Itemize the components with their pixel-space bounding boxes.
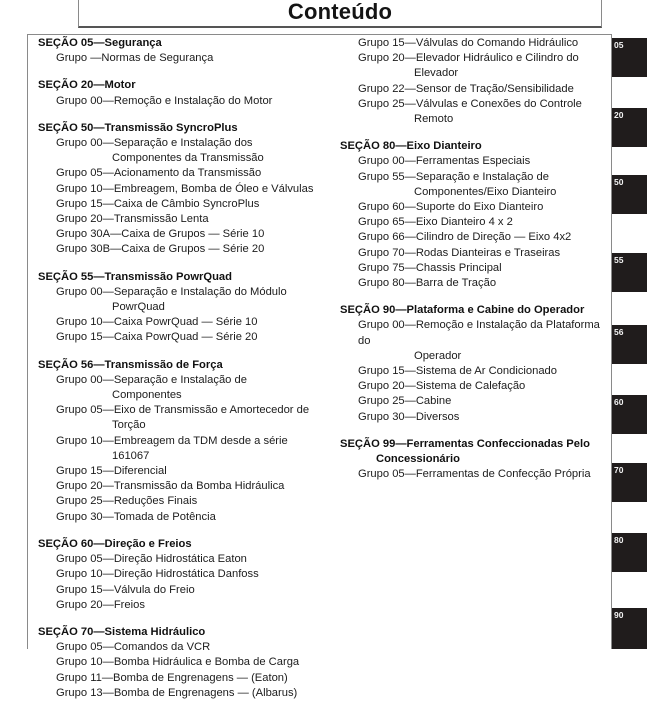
toc-continued-group-block (340, 36, 612, 127)
toc-section-heading[interactable] (38, 36, 326, 51)
toc-group-line[interactable] (340, 82, 612, 97)
thumb-tab-label: 70 (614, 465, 624, 475)
toc-group-line[interactable] (38, 583, 326, 598)
toc-section (38, 625, 326, 701)
toc-section-heading-text: SEÇÃO 90—Plataforma e Cabine do Operador (340, 304, 585, 317)
toc-group-text: Grupo 15—Caixa PowrQuad — Série 20 (56, 331, 258, 344)
toc-group-line[interactable] (38, 567, 326, 582)
toc-group-text: Grupo 15—Válvulas do Comando Hidráulico (358, 37, 579, 49)
toc-group-line[interactable] (38, 640, 326, 655)
toc-group-line[interactable] (38, 434, 326, 464)
toc-group-text-continued: Componentes (112, 389, 182, 402)
toc-group-text: Grupo 15—Diferencial (56, 465, 167, 478)
toc-group-line[interactable] (340, 200, 612, 215)
toc-group-line[interactable] (38, 51, 326, 66)
toc-group-line[interactable] (340, 230, 612, 245)
toc-group-line[interactable] (340, 51, 612, 81)
toc-group-text: Grupo 75—Chassis Principal (358, 261, 502, 274)
toc-section-heading-text: SEÇÃO 56—Transmissão de Força (38, 358, 223, 371)
toc-group-text: Grupo 66—Cilindro de Direção — Eixo 4x2 (358, 231, 572, 244)
toc-group-line[interactable] (340, 379, 612, 394)
thumb-tab-label: 56 (614, 327, 624, 337)
toc-group-text-continued: Componentes da Transmissão (112, 152, 264, 165)
toc-group-text: Grupo 55—Separação e Instalação de (358, 170, 549, 183)
toc-group-line[interactable] (38, 166, 326, 181)
thumb-tab[interactable] (612, 463, 647, 502)
toc-group-line[interactable] (38, 552, 326, 567)
toc-group-text: Grupo 15—Sistema de Ar Condicionado (358, 365, 558, 378)
toc-group-line[interactable] (340, 36, 612, 51)
toc-group-line[interactable] (38, 285, 326, 315)
toc-group-text: Grupo 15—Caixa de Câmbio SyncroPlus (56, 197, 260, 210)
toc-group-line[interactable] (38, 182, 326, 197)
toc-section-heading[interactable] (38, 121, 326, 136)
thumb-tab-label: 05 (614, 40, 624, 50)
toc-section-heading-text: SEÇÃO 05—Segurança (38, 37, 162, 49)
thumb-tab[interactable] (612, 38, 647, 77)
toc-column-right (330, 36, 612, 649)
toc-group-line[interactable] (38, 403, 326, 433)
toc-group-text: Grupo 05—Ferramentas de Confecção Própria (358, 468, 591, 481)
page-title: Conteúdo (287, 0, 393, 24)
toc-section-heading-text: SEÇÃO 99—Ferramentas Confeccionadas Pelo (340, 437, 590, 450)
toc-group-text-continued: 161067 (112, 449, 150, 462)
toc-group-line[interactable] (38, 510, 326, 525)
thumb-tab-label: 20 (614, 110, 624, 120)
toc-section (340, 139, 612, 291)
toc-section-heading[interactable] (340, 303, 612, 318)
toc-group-line[interactable] (340, 215, 612, 230)
toc-section-heading-text: SEÇÃO 70—Sistema Hidráulico (38, 625, 206, 638)
toc-group-line[interactable] (340, 246, 612, 261)
toc-group-line[interactable] (38, 136, 326, 166)
toc-group-text: Grupo 22—Sensor de Tração/Sensibilidade (358, 82, 574, 95)
toc-section-heading-text: SEÇÃO 55—Transmissão PowrQuad (38, 270, 232, 283)
thumb-tab[interactable] (612, 108, 647, 147)
thumb-tab[interactable] (612, 325, 647, 364)
toc-group-line[interactable] (38, 212, 326, 227)
toc-group-line[interactable] (340, 170, 612, 200)
thumb-tab[interactable] (612, 253, 647, 292)
toc-group-text: Grupo 00—Ferramentas Especiais (358, 155, 531, 168)
toc-group-line[interactable] (340, 410, 612, 425)
toc-group-text: Grupo 05—Eixo de Transmissão e Amortecedor de (56, 404, 310, 417)
toc-group-text: Grupo —Normas de Segurança (56, 52, 214, 65)
toc-group-line[interactable] (340, 261, 612, 276)
toc-group-line[interactable] (38, 373, 326, 403)
toc-group-line[interactable] (340, 467, 612, 482)
toc-group-text: Grupo 60—Suporte do Eixo Dianteiro (358, 201, 544, 214)
thumb-tab-label: 50 (614, 177, 624, 187)
toc-group-text: Grupo 30—Tomada de Potência (56, 510, 216, 523)
toc-group-text: Grupo 65—Eixo Dianteiro 4 x 2 (358, 216, 513, 229)
toc-group-line[interactable] (38, 94, 326, 109)
toc-group-line[interactable] (340, 364, 612, 379)
toc-section-heading[interactable] (340, 437, 612, 467)
toc-group-text: Grupo 13—Bomba de Engrenagens — (Albarus) (56, 686, 298, 699)
toc-group-text-continued: PowrQuad (112, 301, 165, 314)
toc-group-text: Grupo 25—Cabine (358, 395, 452, 408)
toc-group-text: Grupo 20—Transmissão da Bomba Hidráulica (56, 480, 285, 493)
thumb-tab-label: 90 (614, 610, 624, 620)
toc-group-text: Grupo 00—Remoção e Instalação da Plataforma do (358, 319, 604, 347)
toc-section-heading-text: SEÇÃO 60—Direção e Freios (38, 537, 192, 550)
toc-group-line[interactable] (38, 671, 326, 686)
toc-group-line[interactable] (38, 242, 326, 257)
toc-group-line[interactable] (38, 686, 326, 701)
toc-group-text: Grupo 20—Elevador Hidráulico e Cilindro do (358, 52, 579, 65)
toc-section (38, 121, 326, 258)
thumb-tab-label: 60 (614, 397, 624, 407)
thumb-tab[interactable] (612, 608, 647, 649)
toc-group-line[interactable] (340, 97, 612, 127)
toc-section-heading-text: SEÇÃO 80—Eixo Dianteiro (340, 140, 482, 153)
toc-section (38, 36, 326, 66)
toc-group-line[interactable] (38, 227, 326, 242)
toc-group-line[interactable] (38, 197, 326, 212)
toc-section (340, 437, 612, 483)
toc-section (38, 537, 326, 613)
thumb-tab-label: 80 (614, 535, 624, 545)
toc-group-text: Grupo 20—Sistema de Calefação (358, 380, 526, 393)
toc-group-line[interactable] (340, 318, 612, 364)
toc-group-text: Grupo 70—Rodas Dianteiras e Traseiras (358, 246, 561, 259)
toc-columns (30, 36, 612, 699)
toc-group-text: Grupo 25—Válvulas e Conexões do Controle (358, 97, 582, 110)
toc-group-text-continued: Elevador (414, 67, 459, 80)
thumb-tab[interactable] (612, 175, 647, 214)
toc-group-text: Grupo 10—Bomba Hidráulica e Bomba de Carga (56, 656, 300, 669)
toc-group-line[interactable] (38, 464, 326, 479)
toc-section-heading[interactable] (38, 78, 326, 93)
toc-group-text: Grupo 00—Separação e Instalação dos (56, 137, 253, 150)
toc-section-heading[interactable] (38, 358, 326, 373)
toc-group-text: Grupo 10—Embreagem da TDM desde a série (56, 434, 288, 447)
toc-group-text: Grupo 15—Válvula do Freio (56, 583, 195, 596)
thumb-tab-label: 55 (614, 255, 624, 265)
toc-section-heading-text: SEÇÃO 20—Motor (38, 79, 136, 92)
toc-group-text: Grupo 20—Freios (56, 598, 145, 611)
toc-group-line[interactable] (38, 479, 326, 494)
thumb-tab[interactable] (612, 533, 647, 572)
toc-group-line[interactable] (38, 494, 326, 509)
toc-section-heading[interactable] (38, 537, 326, 552)
toc-group-text: Grupo 30—Diversos (358, 410, 460, 423)
toc-section-heading-text: SEÇÃO 50—Transmissão SyncroPlus (38, 121, 238, 134)
toc-group-text: Grupo 11—Bomba de Engrenagens — (Eaton) (56, 671, 288, 684)
toc-group-line[interactable] (38, 315, 326, 330)
toc-column-left (30, 36, 330, 699)
toc-section-heading[interactable] (340, 139, 612, 154)
thumb-tab[interactable] (612, 395, 647, 434)
toc-group-text-continued: Componentes/Eixo Dianteiro (414, 185, 557, 198)
toc-section-heading[interactable] (38, 625, 326, 640)
toc-group-text: Grupo 05—Comandos da VCR (56, 641, 211, 654)
toc-group-text: Grupo 10—Caixa PowrQuad — Série 10 (56, 316, 258, 329)
toc-group-text-continued: Operador (414, 349, 462, 362)
toc-section (38, 358, 326, 525)
toc-section (38, 78, 326, 108)
toc-group-text-continued: Torção (112, 419, 146, 432)
thumb-tab-strip (612, 34, 647, 649)
toc-group-text: Grupo 00—Separação e Instalação de (56, 373, 247, 386)
toc-section-heading[interactable] (38, 270, 326, 285)
toc-group-text: Grupo 05—Direção Hidrostática Eaton (56, 553, 247, 566)
toc-group-text: Grupo 30A—Caixa de Grupos — Série 10 (56, 228, 265, 241)
toc-group-text: Grupo 25—Reduções Finais (56, 495, 198, 508)
toc-group-line[interactable] (340, 276, 612, 291)
toc-group-text: Grupo 10—Direção Hidrostática Danfoss (56, 568, 259, 581)
toc-group-text: Grupo 80—Barra de Tração (358, 277, 497, 290)
toc-group-text: Grupo 30B—Caixa de Grupos — Série 20 (56, 243, 265, 256)
toc-group-text: Grupo 10—Embreagem, Bomba de Óleo e Válvulas (56, 182, 314, 195)
toc-group-line[interactable] (38, 330, 326, 345)
toc-section-heading-continued: Concessionário (376, 453, 460, 466)
toc-group-text: Grupo 00—Separação e Instalação do Módulo (56, 285, 287, 298)
toc-group-text: Grupo 05—Acionamento da Transmissão (56, 167, 262, 180)
toc-group-text-continued: Remoto (414, 113, 454, 126)
toc-group-line[interactable] (38, 655, 326, 670)
toc-section (38, 270, 326, 346)
toc-group-line[interactable] (38, 598, 326, 613)
toc-group-line[interactable] (340, 394, 612, 409)
toc-group-text: Grupo 20—Transmissão Lenta (56, 213, 209, 226)
toc-group-text: Grupo 00—Remoção e Instalação do Motor (56, 94, 273, 107)
toc-section (340, 303, 612, 425)
toc-group-line[interactable] (340, 154, 612, 169)
page-header (78, 0, 602, 28)
